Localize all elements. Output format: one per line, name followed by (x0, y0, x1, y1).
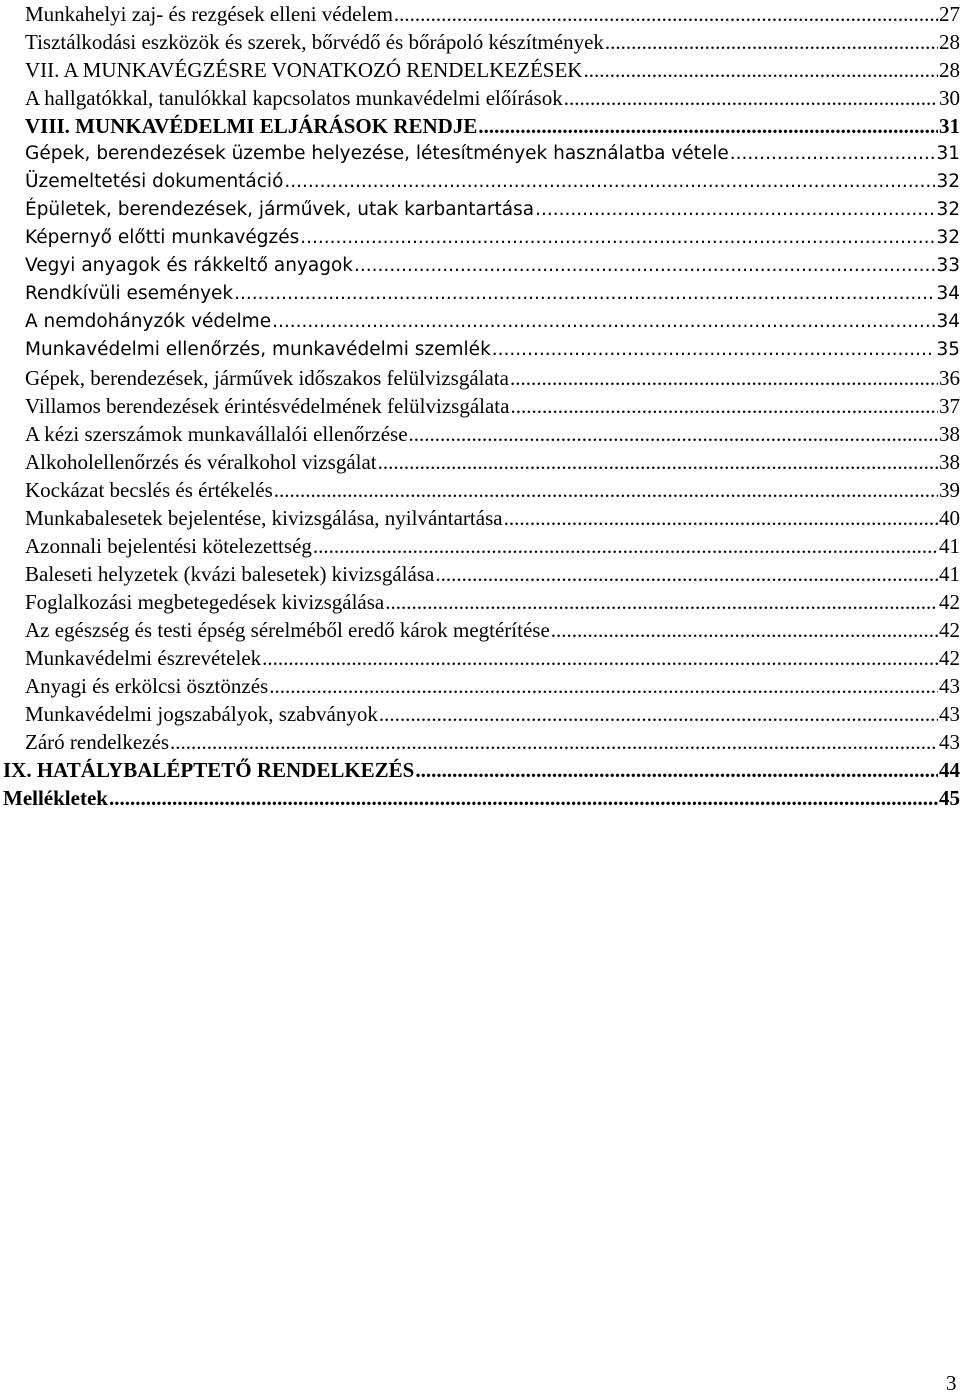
toc-entry-page: 42 (939, 590, 960, 614)
toc-entry-page: 31 (939, 114, 960, 138)
toc-entry-link[interactable] (25, 364, 960, 392)
toc-entry-page: 34 (936, 283, 960, 304)
toc-entry-title: Baleseti helyzetek (kvázi balesetek) kivizsgálása (25, 562, 435, 586)
toc-entry-link[interactable] (25, 280, 960, 308)
toc-entry-link[interactable] (25, 700, 960, 728)
dot-leader (385, 588, 938, 616)
toc-entry-title: Gépek, berendezések üzembe helyezése, létesítmények használatba vétele (25, 143, 729, 164)
toc-entry-title: Az egészség és testi épség sérelméből eredő károk megtérítése (25, 618, 550, 642)
dot-leader (234, 280, 935, 308)
toc-entry-title: Képernyő előtti munkavégzés (25, 227, 300, 248)
dot-leader (510, 364, 938, 392)
dot-leader (170, 728, 938, 756)
dot-leader (564, 84, 938, 112)
toc-entry-page: 28 (939, 58, 960, 82)
toc-entry-link[interactable] (25, 672, 960, 700)
toc-entry-title: Alkoholellenőrzés és véralkohol vizsgálat (25, 450, 377, 474)
toc-entry-title: Üzemeltetési dokumentáció (25, 171, 284, 192)
toc-entry-page: 32 (936, 171, 960, 192)
toc-entry-page: 40 (939, 506, 960, 530)
dot-leader (274, 476, 938, 504)
toc-entry-link[interactable] (25, 644, 960, 672)
toc-entry-page: 41 (939, 534, 960, 558)
toc-entry-page: 43 (939, 730, 960, 754)
toc-entry-link[interactable] (25, 420, 960, 448)
toc-entry-page: 34 (936, 311, 960, 332)
toc-entry-title: A kézi szerszámok munkavállalói ellenőrzése (25, 422, 408, 446)
toc-entry-link[interactable] (25, 392, 960, 420)
toc-entry-link[interactable] (25, 0, 960, 28)
dot-leader (535, 196, 935, 224)
toc-entry-page: 37 (939, 394, 960, 418)
toc-entry-page: 43 (939, 702, 960, 726)
dot-leader (379, 700, 938, 728)
dot-leader (415, 756, 938, 784)
dot-leader (583, 56, 938, 84)
toc-entry-title: Rendkívüli események (25, 283, 234, 304)
toc-entry-title: Anyagi és erkölcsi ösztönzés (25, 674, 269, 698)
toc-entry-link[interactable] (25, 84, 960, 112)
toc-entry-title: Vegyi anyagok és rákkeltő anyagok (25, 255, 354, 276)
toc-entry-page: 41 (939, 562, 960, 586)
dot-leader (510, 392, 938, 420)
toc-entry-link[interactable] (3, 756, 960, 784)
toc-entry-title: Azonnali bejelentési kötelezettség (25, 534, 312, 558)
dot-leader (262, 644, 938, 672)
toc-entry-link[interactable] (25, 476, 960, 504)
toc-entry-link[interactable] (25, 560, 960, 588)
toc-entry-link[interactable] (25, 728, 960, 756)
toc-entry-page: 30 (939, 86, 960, 110)
toc-entry-title: Kockázat becslés és értékelés (25, 478, 273, 502)
toc-entry-page: 39 (939, 478, 960, 502)
toc-entry-link[interactable] (25, 448, 960, 476)
dot-leader (378, 448, 938, 476)
toc-entry-page: 36 (939, 366, 960, 390)
toc-entry-page: 35 (936, 339, 960, 360)
toc-entry-link[interactable] (25, 224, 960, 252)
dot-leader (605, 28, 938, 56)
dot-leader (478, 112, 938, 140)
dot-leader (109, 784, 938, 812)
toc-entry-title: Záró rendelkezés (25, 730, 169, 754)
toc-entry-title: Munkabalesetek bejelentése, kivizsgálása, nyilvántartása (25, 506, 503, 530)
toc-entry-link[interactable] (25, 252, 960, 280)
toc-entry-page: 27 (939, 2, 960, 26)
dot-leader (354, 252, 935, 280)
toc-entry-page: 43 (939, 674, 960, 698)
dot-leader (435, 560, 938, 588)
toc-entry-page: 38 (939, 422, 960, 446)
toc-entry-link[interactable] (3, 784, 960, 812)
toc-entry-link[interactable] (25, 588, 960, 616)
dot-leader (409, 420, 938, 448)
toc-entry-title: Munkavédelmi ellenőrzés, munkavédelmi szemlék (25, 339, 491, 360)
toc-entry-link[interactable] (25, 28, 960, 56)
toc-entry-title: Villamos berendezések érintésvédelmének felülvizsgálata (25, 394, 510, 418)
toc-entry-link[interactable] (25, 336, 960, 364)
toc-entry-title: Munkavédelmi jogszabályok, szabványok (25, 702, 378, 726)
dot-leader (269, 672, 938, 700)
dot-leader (730, 140, 936, 168)
toc-entry-title: Mellékletek (3, 786, 108, 810)
toc-entry-page: 32 (936, 227, 960, 248)
toc-entry-page: 38 (939, 450, 960, 474)
toc-entry-title: Munkahelyi zaj- és rezgések elleni védelem (25, 2, 393, 26)
dot-leader (504, 504, 938, 532)
toc-entry-link[interactable] (25, 56, 960, 84)
page-number: 3 (946, 1371, 957, 1395)
toc-entry-page: 42 (939, 618, 960, 642)
toc-entry-title: Foglalkozási megbetegedések kivizsgálása (25, 590, 385, 614)
dot-leader (394, 0, 938, 28)
toc-entry-page: 45 (939, 786, 960, 810)
toc-entry-link[interactable] (25, 140, 960, 168)
dot-leader (551, 616, 938, 644)
toc-entry-page: 28 (939, 30, 960, 54)
toc-entry-link[interactable] (25, 532, 960, 560)
toc-entry-title: Munkavédelmi észrevételek (25, 646, 262, 670)
dot-leader (313, 532, 938, 560)
toc-entry-link[interactable] (25, 112, 960, 140)
toc-entry-link[interactable] (25, 196, 960, 224)
dot-leader (300, 224, 935, 252)
toc-entry-title: Gépek, berendezések, járművek időszakos felülvizsgálata (25, 366, 509, 390)
dot-leader (492, 336, 936, 364)
toc-entry-link[interactable] (25, 308, 960, 336)
toc-entry-title: A hallgatókkal, tanulókkal kapcsolatos munkavédelmi előírások (25, 86, 563, 110)
toc-entry-link[interactable] (25, 168, 960, 196)
toc-entry-page: 32 (936, 199, 960, 220)
toc-entry-title: VIII. MUNKAVÉDELMI ELJÁRÁSOK RENDJE (25, 114, 478, 138)
toc-entry-title: VII. A MUNKAVÉGZÉSRE VONATKOZÓ RENDELKEZÉSEK (25, 58, 583, 82)
toc-entry-title: A nemdohányzók védelme (25, 311, 272, 332)
toc-entry-link[interactable] (25, 616, 960, 644)
dot-leader (272, 308, 935, 336)
toc-entry-page: 33 (936, 255, 960, 276)
toc-entry-title: IX. HATÁLYBALÉPTETŐ RENDELKEZÉS (3, 758, 415, 782)
toc-entry-title: Épületek, berendezések, járművek, utak karbantartása (25, 199, 535, 220)
toc-entry-page: 31 (936, 143, 960, 164)
toc-entry-title: Tisztálkodási eszközök és szerek, bőrvédő és bőrápoló készítmények (25, 30, 604, 54)
toc-entry-link[interactable] (25, 504, 960, 532)
dot-leader (284, 168, 935, 196)
toc-entry-page: 44 (939, 758, 960, 782)
toc-entry-page: 42 (939, 646, 960, 670)
